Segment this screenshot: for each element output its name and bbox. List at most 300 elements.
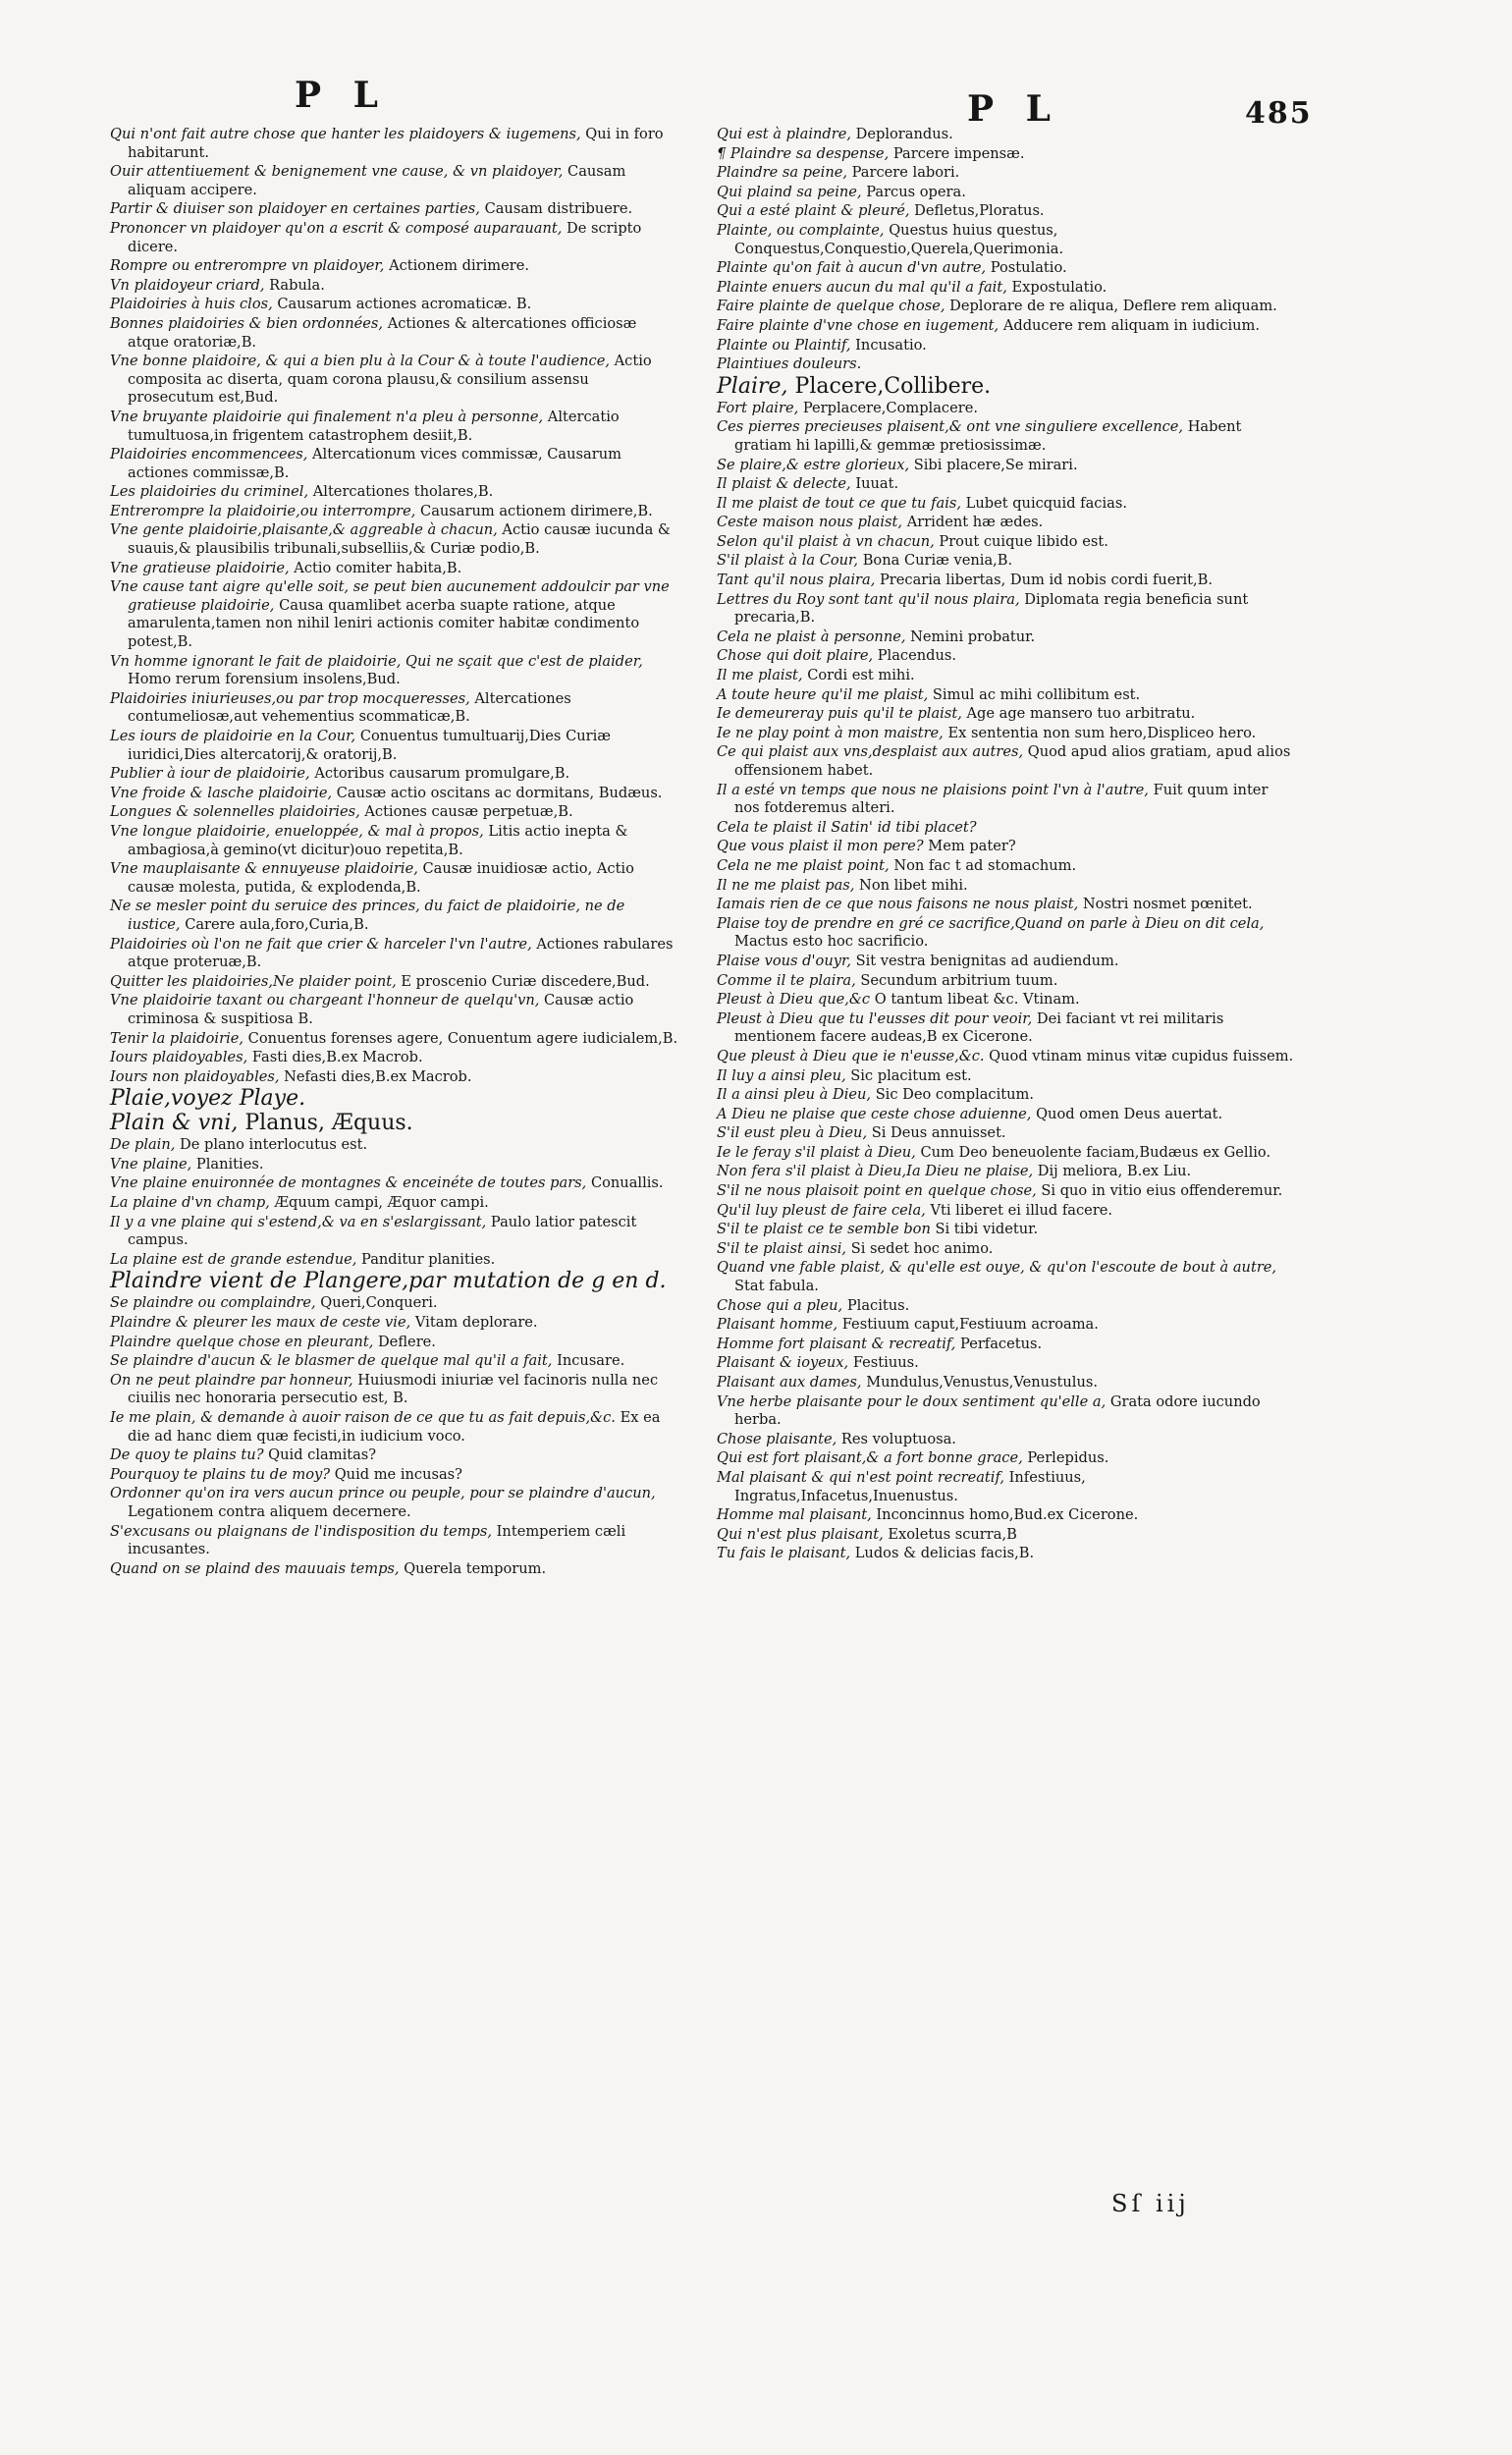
dictionary-entry	[110, 823, 679, 859]
dictionary-entry	[110, 765, 679, 784]
entry-french: La plaine d'vn champ,	[110, 1194, 275, 1212]
dictionary-entry	[110, 1030, 679, 1049]
dictionary-entry	[110, 257, 679, 276]
entry-latin: Sibi placere,Se mirari.	[913, 456, 1078, 473]
entry-french: Ces pierres precieuses plaisent,& ont vne singuliere excellence,	[717, 418, 1188, 436]
dictionary-entry	[110, 1068, 679, 1087]
entry-latin: Placitus.	[846, 1296, 910, 1314]
dictionary-entry	[717, 457, 1296, 475]
entry-french: Partir & diuiser son plaidoyer en certaines parties,	[110, 200, 485, 218]
entry-latin: Diplomata regia beneficia sunt precaria,B.	[734, 590, 1249, 627]
entry-latin: Res voluptuosa.	[840, 1430, 956, 1447]
dictionary-entry	[717, 1545, 1296, 1563]
dictionary-entry	[717, 1393, 1296, 1430]
dictionary-entry	[717, 1316, 1296, 1335]
entry-french: Quitter les plaidoiries,Ne plaider point,	[110, 972, 402, 990]
dictionary-entry	[110, 483, 679, 502]
dictionary-entry	[110, 1372, 679, 1408]
dictionary-entry	[717, 896, 1296, 914]
dictionary-entry	[110, 785, 679, 803]
entry-french: Ie ne play point à mon maistre,	[717, 724, 948, 741]
entry-latin: Age age mansero tuo arbitratu.	[966, 705, 1196, 723]
entry-french: Plain & vni,	[110, 1111, 245, 1136]
entry-french: Il me plaist,	[717, 667, 808, 684]
entry-latin: Infestiuus, Ingratus,Infacetus,Inuenustus.	[734, 1468, 1086, 1504]
entry-french: Vne plaine,	[110, 1155, 196, 1173]
entry-latin: Queri,Conqueri.	[320, 1294, 438, 1312]
dictionary-entry	[717, 552, 1296, 571]
entry-latin: Festiuus.	[852, 1354, 919, 1372]
entry-latin: Mem pater?	[928, 838, 1016, 855]
dictionary-entry	[717, 164, 1296, 183]
dictionary-entry	[110, 1523, 679, 1559]
dictionary-entry	[110, 296, 679, 314]
dictionary-entry	[717, 533, 1296, 552]
entry-french: S'il te plaist ce te semble bon	[717, 1221, 936, 1238]
entry-french: Que pleust à Dieu que ie n'eusse,&c.	[717, 1047, 990, 1064]
running-head-right: P L	[967, 88, 1060, 130]
dictionary-entry	[717, 953, 1296, 971]
entry-latin: Questus huius questus, Conquestus,Conquestio,Querela,Querimonia.	[734, 221, 1064, 257]
entry-latin: Inconcinnus homo,Bud.ex Cicerone.	[876, 1506, 1139, 1524]
dictionary-entry	[110, 860, 679, 897]
dictionary-entry	[717, 725, 1296, 743]
entry-french: On ne peut plaindre par honneur,	[110, 1371, 358, 1389]
entry-latin: De scripto dicere.	[128, 219, 642, 255]
dictionary-entry	[110, 1194, 679, 1213]
dictionary-entry	[717, 475, 1296, 494]
entry-latin: Causarum actiones acromaticæ. B.	[277, 296, 532, 313]
dictionary-entry	[717, 838, 1296, 856]
dictionary-entry	[110, 1251, 679, 1270]
entry-french: Pleust à Dieu que tu l'eusses dit pour veoir,	[717, 1009, 1037, 1027]
dictionary-entry	[717, 298, 1296, 316]
dictionary-entry	[717, 400, 1296, 418]
entry-french: Quand on se plaind des mauuais temps,	[110, 1559, 405, 1577]
dictionary-entry	[110, 409, 679, 445]
entry-latin: Carere aula,foro,Curia,B.	[185, 915, 369, 933]
entry-latin: Bona Curiæ venia,B.	[862, 552, 1013, 570]
entry-french: Ie le feray s'il plaist à Dieu,	[717, 1143, 921, 1161]
entry-french: Rompre ou entrerompre vn plaidoyer,	[110, 257, 390, 275]
dictionary-entry	[717, 222, 1296, 258]
entry-latin: Exoletus scurra,B	[888, 1525, 1017, 1543]
entry-latin: De plano interlocutus est.	[180, 1136, 368, 1154]
entry-french: Qui est fort plaisant,& a fort bonne grace,	[717, 1449, 1028, 1467]
dictionary-entry	[717, 355, 1296, 374]
entry-latin: Conuentus forenses agere, Conuentum agere iudicialem,B.	[247, 1029, 678, 1047]
dictionary-entry	[110, 1156, 679, 1174]
dictionary-entry	[110, 1214, 679, 1250]
dictionary-entry	[717, 259, 1296, 278]
entry-latin: Conuentus tumultuarij,Dies Curiæ iuridici,Dies altercatorij,& oratorij,B.	[128, 728, 611, 763]
entry-french: Plaisant homme,	[717, 1316, 842, 1334]
dictionary-entry	[110, 1485, 679, 1521]
entry-latin: Mactus esto hoc sacrificio.	[734, 933, 929, 951]
entry-latin: Actionem dirimere.	[389, 257, 529, 275]
entry-latin: Perfacetus.	[960, 1335, 1043, 1352]
dictionary-entry	[110, 578, 679, 651]
dictionary-entry	[717, 667, 1296, 685]
dictionary-entry	[717, 1202, 1296, 1221]
entry-latin: Nemini probatur.	[910, 627, 1036, 645]
entry-latin: Ex sententia non sum hero,Displiceo hero.	[947, 724, 1257, 741]
dictionary-entry	[110, 936, 679, 972]
dictionary-entry	[717, 202, 1296, 221]
signature-mark: Sſ iij	[1111, 2190, 1190, 2217]
entry-french: Plaindre sa peine,	[717, 164, 852, 182]
entry-french: Tu fais le plaisant,	[717, 1545, 855, 1562]
dictionary-entry	[717, 279, 1296, 298]
dictionary-entry	[110, 163, 679, 199]
entry-french: Les iours de plaidoirie en la Cour,	[110, 728, 360, 744]
entry-latin: Si tibi videtur.	[935, 1221, 1039, 1238]
entry-french: Il luy a ainsi pleu,	[717, 1066, 851, 1084]
dictionary-entry	[110, 992, 679, 1028]
dictionary-entry	[717, 743, 1296, 780]
dictionary-entry	[110, 1352, 679, 1371]
entry-french: Qui n'ont fait autre chose que hanter les plaidoyers & iugemens,	[110, 126, 586, 142]
dictionary-entry	[110, 560, 679, 578]
entry-latin: Vti liberet ei illud facere.	[930, 1201, 1113, 1219]
entry-french: Il me plaist de tout ce que tu fais,	[717, 494, 966, 512]
entry-french: Fort plaire,	[717, 399, 803, 416]
dictionary-entry	[110, 803, 679, 822]
entry-french: Vne longue plaidoirie, enueloppée, & mal à propos,	[110, 822, 489, 840]
entry-latin: Quod apud alios gratiam, apud alios offensionem habet.	[734, 743, 1291, 779]
dictionary-entry	[717, 1010, 1296, 1047]
entry-french: Il ne me plaist pas,	[717, 876, 860, 894]
entry-french: Plaidoiries encommencees,	[110, 446, 312, 464]
entry-latin: Legationem contra aliquem decernere.	[128, 1502, 411, 1520]
entry-french: La plaine est de grande estendue,	[110, 1250, 362, 1268]
entry-french: Vne mauplaisante & ennuyeuse plaidoirie,	[110, 860, 423, 878]
entry-french: Plaisant aux dames,	[717, 1374, 867, 1391]
dictionary-entry	[717, 1506, 1296, 1525]
entry-french: Iamais rien de ce que nous faisons ne nous plaist,	[717, 896, 1083, 913]
entry-french: Plaidoiries où l'on ne fait que crier & harceler l'vn l'autre,	[110, 935, 537, 953]
entry-latin: Si sedet hoc animo.	[850, 1239, 994, 1257]
entry-french: De plain,	[110, 1136, 181, 1154]
entry-latin: Sic Deo complacitum.	[875, 1086, 1035, 1104]
entry-latin: Rabula.	[269, 276, 325, 294]
entry-french: Ordonner qu'on ira vers aucun prince ou peuple, pour se plaindre d'aucun,	[110, 1485, 656, 1502]
entry-french: Selon qu'il plaist à vn chacun,	[717, 532, 940, 550]
entry-latin: Fuit quum inter nos fotderemus alteri.	[734, 781, 1269, 817]
dictionary-entry	[717, 1336, 1296, 1354]
entry-latin: Causæ inuidiosæ actio, Actio causæ molesta, putida, & explodenda,B.	[128, 860, 634, 896]
entry-latin: Non fac t ad stomachum.	[893, 856, 1077, 874]
entry-french: De quoy te plains tu?	[110, 1446, 269, 1464]
dictionary-entry	[717, 572, 1296, 590]
entry-french: Ceste maison nous plaist,	[717, 514, 907, 531]
dictionary-entry	[110, 1314, 679, 1333]
entry-latin: Arrident hæ ædes.	[906, 514, 1044, 531]
entry-french: Iours non plaidoyables,	[110, 1067, 285, 1085]
entry-french: Plaisant & ioyeux,	[717, 1354, 853, 1372]
dictionary-entry	[110, 1409, 679, 1446]
entry-french: Qui a esté plaint & pleuré,	[717, 202, 915, 220]
dictionary-entry	[717, 1240, 1296, 1259]
dictionary-entry	[110, 728, 679, 764]
entry-latin: Vitam deplorare.	[414, 1314, 538, 1332]
entry-latin: Adducere rem aliquam in iudicium.	[1002, 316, 1261, 334]
entry-french: S'excusans ou plaignans de l'indisposition du temps,	[110, 1522, 497, 1540]
entry-latin: Querela temporum.	[404, 1559, 547, 1577]
entry-latin: Parcere impensæ.	[892, 144, 1025, 162]
entry-latin: Causam distribuere.	[484, 200, 633, 218]
entry-french: Il plaist & delecte,	[717, 475, 856, 493]
entry-french: Mal plaisant & qui n'est point recreatif,	[717, 1468, 1009, 1486]
dictionary-entry	[110, 1112, 679, 1135]
entry-latin: Placere,Collibere.	[794, 373, 992, 399]
entry-french: Il a esté vn temps que nous ne plaisions point l'vn à l'autre,	[717, 781, 1154, 798]
dictionary-entry	[717, 1086, 1296, 1105]
entry-french: Comme il te plaira,	[717, 971, 861, 989]
entry-french: Ie demeureray puis qu'il te plaist,	[717, 705, 967, 723]
entry-latin: O tantum libeat &c. Vtinam.	[874, 991, 1080, 1009]
dictionary-entry	[110, 1136, 679, 1155]
entry-french: Faire plainte de quelque chose,	[717, 298, 950, 315]
dictionary-entry	[717, 1374, 1296, 1392]
entry-latin: Actio causæ iucunda & suauis,& plausibilis tribunali,subselliis,& Curiæ podio,B.	[128, 521, 671, 558]
entry-latin: Parcus opera.	[866, 183, 966, 200]
entry-latin: Prout cuique libido est.	[939, 532, 1108, 550]
entry-french: Iours plaidoyables,	[110, 1049, 252, 1066]
entry-french: Tenir la plaidoirie,	[110, 1029, 248, 1047]
entry-latin: Habent gratiam hi lapilli,& gemmæ pretiosissimæ.	[734, 418, 1242, 454]
entry-french: Plaie,voyez Playe.	[110, 1086, 306, 1112]
entry-latin: Sic placitum est.	[850, 1066, 972, 1084]
entry-french: S'il te plaist ainsi,	[717, 1239, 851, 1257]
entry-latin: Dij meliora, B.ex Liu.	[1037, 1163, 1192, 1180]
entry-french: Vne bruyante plaidoirie qui finalement n'a pleu à personne,	[110, 408, 548, 425]
entry-french: Se plaindre ou complaindre,	[110, 1294, 321, 1312]
dictionary-entry	[110, 898, 679, 934]
dictionary-entry	[110, 220, 679, 256]
entry-latin: Stat fabula.	[734, 1278, 819, 1295]
dictionary-entry	[717, 126, 1296, 144]
dictionary-entry	[110, 1334, 679, 1352]
entry-french: Plainte ou Plaintif,	[717, 336, 856, 354]
entry-french: Chose qui doit plaire,	[717, 647, 878, 665]
dictionary-entry	[717, 705, 1296, 724]
entry-french: Vne plaidoirie taxant ou chargeant l'honneur de quelqu'vn,	[110, 992, 545, 1009]
entry-french: Plaidoiries iniurieuses,ou par trop mocqueresses,	[110, 689, 475, 707]
entry-french: Plaindre vient de Plangere,par mutation de g en d.	[110, 1269, 667, 1294]
dictionary-entry	[717, 514, 1296, 532]
dictionary-entry	[717, 1297, 1296, 1316]
dictionary-entry	[717, 418, 1296, 455]
entry-latin: Si quo in vitio eius offenderemur.	[1041, 1182, 1283, 1200]
entry-french: Plaidoiries à huis clos,	[110, 296, 278, 313]
page-number: 485	[1245, 96, 1313, 131]
entry-french: Cela te plaist il Satin' id tibi placet?	[717, 818, 977, 836]
entry-latin: Deplorandus.	[855, 126, 953, 142]
entry-latin: Conuallis.	[590, 1174, 664, 1192]
entry-latin: Actiones causæ perpetuæ,B.	[364, 803, 573, 821]
dictionary-entry	[110, 315, 679, 352]
entry-french: A Dieu ne plaise que ceste chose aduienne,	[717, 1105, 1037, 1122]
dictionary-entry	[717, 1048, 1296, 1066]
entry-french: Plaindre & pleurer les maux de ceste vie,	[110, 1314, 415, 1332]
dictionary-entry	[717, 337, 1296, 355]
entry-french: Pourquoy te plains tu de moy?	[110, 1465, 335, 1483]
dictionary-entry	[110, 1446, 679, 1465]
entry-french: Qui plaind sa peine,	[717, 183, 867, 200]
dictionary-entry	[717, 1431, 1296, 1449]
dictionary-entry	[717, 1067, 1296, 1086]
dictionary-entry	[717, 375, 1296, 399]
dictionary-entry	[110, 200, 679, 219]
dictionary-entry	[717, 1163, 1296, 1181]
entry-french: Homme fort plaisant & recreatif,	[717, 1335, 961, 1352]
entry-french: Il a ainsi pleu à Dieu,	[717, 1086, 876, 1104]
entry-french: Bonnes plaidoiries & bien ordonnées,	[110, 314, 388, 332]
entry-french: Pleust à Dieu que,&c	[717, 991, 875, 1009]
running-head-left: P L	[295, 75, 388, 116]
entry-latin: Deplorare de re aliqua, Deflere rem aliquam.	[949, 298, 1277, 315]
entry-latin: Intemperiem cæli incusantes.	[128, 1522, 626, 1558]
dictionary-entry	[717, 1259, 1296, 1295]
entry-latin: Lubet quicquid facias.	[965, 494, 1127, 512]
dictionary-entry	[717, 145, 1296, 164]
entry-latin: Fasti dies,B.ex Macrob.	[251, 1049, 423, 1066]
entry-latin: Altercatio tumultuosa,in frigentem catastrophem desiit,B.	[128, 408, 620, 444]
entry-latin: Causam aliquam accipere.	[128, 163, 626, 198]
dictionary-entry	[717, 1182, 1296, 1201]
entry-latin: Grata odore iucundo herba.	[734, 1392, 1261, 1429]
entry-french: Plaise toy de prendre en gré ce sacrifice,Quand on parle à Dieu on dit cela,	[717, 914, 1265, 932]
entry-latin: Deflere.	[377, 1333, 436, 1350]
entry-french: Les plaidoiries du criminel,	[110, 483, 313, 501]
entry-french: Vne herbe plaisante pour le doux sentiment qu'elle a,	[717, 1392, 1110, 1410]
entry-french: Qui est à plaindre,	[717, 126, 856, 142]
entry-latin: Perlepidus.	[1027, 1449, 1109, 1467]
dictionary-entry	[110, 1174, 679, 1193]
entry-french: Cela ne me plaist point,	[717, 856, 894, 874]
entry-latin: Actio comiter habita,B.	[294, 559, 462, 576]
entry-latin: Precaria libertas, Dum id nobis cordi fuerit,B.	[879, 572, 1213, 589]
entry-french: A toute heure qu'il me plaist,	[717, 685, 933, 703]
dictionary-entry	[110, 1087, 679, 1111]
entry-latin: Causarum actionem dirimere,B.	[420, 502, 653, 519]
entry-latin: Homo rerum forensium insolens,Bud.	[128, 671, 401, 688]
entry-latin: Causæ actio criminosa & suspitiosa B.	[128, 992, 634, 1027]
entry-latin: Qui in foro habitarunt.	[128, 126, 664, 161]
entry-french: Plainte, ou complainte,	[717, 221, 890, 239]
entry-latin: Quid clamitas?	[268, 1446, 377, 1464]
dictionary-entry	[717, 1124, 1296, 1143]
entry-french: Chose qui a pleu,	[717, 1296, 847, 1314]
entry-french: Ne se mesler point du seruice des princes, du faict de plaidoirie, ne de iustice,	[110, 898, 625, 933]
entry-latin: Expostulatio.	[1011, 278, 1107, 296]
entry-french: Vn plaidoyeur criard,	[110, 276, 270, 294]
entry-latin: Postulatio.	[990, 259, 1067, 277]
dictionary-entry	[717, 782, 1296, 818]
dictionary-entry	[110, 653, 679, 689]
entry-french: Vne froide & lasche plaidoirie,	[110, 784, 337, 801]
entry-latin: Nostri nosmet pœnitet.	[1082, 896, 1253, 913]
entry-latin: Huiusmodi iniuriæ vel facinoris nulla nec ciuilis nec honoraria persecutio est, B.	[128, 1371, 659, 1407]
entry-latin: Iuuat.	[855, 475, 899, 493]
entry-french: Cela ne plaist à personne,	[717, 627, 911, 645]
entry-latin: Quod vtinam minus vitæ cupidus fuissem.	[989, 1047, 1294, 1064]
dictionary-entry	[717, 591, 1296, 627]
dictionary-entry	[110, 973, 679, 992]
entry-latin: Incusatio.	[855, 336, 927, 354]
entry-latin: Sit vestra benignitas ad audiendum.	[855, 952, 1119, 969]
entry-french: Plainte enuers aucun du mal qu'il a fait,	[717, 278, 1012, 296]
entry-latin: E proscenio Curiæ discedere,Bud.	[401, 972, 650, 990]
entry-french: Que vous plaist il mon pere?	[717, 838, 929, 855]
entry-french: Faire plainte d'vne chose en iugement,	[717, 316, 1003, 334]
entry-french: Lettres du Roy sont tant qu'il nous plaira,	[717, 590, 1025, 608]
dictionary-entry	[717, 1221, 1296, 1239]
entry-latin: Si Deus annuisset.	[871, 1124, 1006, 1142]
entry-latin: Altercationes tholares,B.	[312, 483, 494, 501]
dictionary-entry	[717, 317, 1296, 336]
entry-latin: Festiuum caput,Festiuum acroama.	[841, 1316, 1099, 1334]
entry-latin: Nefasti dies,B.ex Macrob.	[284, 1067, 472, 1085]
entry-french: Vne gratieuse plaidoirie,	[110, 559, 295, 576]
dictionary-entry	[717, 1144, 1296, 1163]
entry-french: S'il eust pleu à Dieu,	[717, 1124, 872, 1142]
dictionary-entry	[717, 819, 1296, 838]
entry-french: Ie me plain, & demande à auoir raison de ce que tu as fait depuis,&c.	[110, 1409, 621, 1426]
dictionary-entry	[717, 1354, 1296, 1373]
entry-french: Longues & solennelles plaidoiries,	[110, 803, 365, 821]
dictionary-entry	[110, 690, 679, 727]
entry-latin: Secundum arbitrium tuum.	[860, 971, 1058, 989]
dictionary-entry	[717, 1449, 1296, 1468]
dictionary-entry	[110, 277, 679, 296]
entry-french: Ce qui plaist aux vns,desplaist aux autres,	[717, 743, 1028, 761]
entry-french: ¶ Plaindre sa despense,	[717, 144, 893, 162]
entry-latin: Causa quamlibet acerba suapte ratione, atque amarulenta,tamen non nihil leniri actionis comiter habitæ condimento potest,B.	[128, 596, 640, 651]
entry-latin: Altercationes contumeliosæ,aut vehementius scommaticæ,B.	[128, 689, 571, 726]
entry-french: Vn homme ignorant le fait de plaidoirie, Qui ne sçait que c'est de plaider,	[110, 652, 643, 670]
dictionary-entry	[717, 647, 1296, 666]
entry-french: Quand vne fable plaist, & qu'elle est ouye, & qu'on l'escoute de bout à autre,	[717, 1259, 1277, 1277]
dictionary-entry	[110, 1560, 679, 1579]
entry-latin: Paulo latior patescit campus.	[128, 1213, 637, 1249]
entry-latin: Incusare.	[557, 1352, 625, 1370]
dictionary-entry	[717, 628, 1296, 647]
entry-french: Plaire,	[717, 373, 795, 399]
entry-french: Plaintiues douleurs.	[717, 355, 862, 373]
entry-latin: Defletus,Ploratus.	[914, 202, 1045, 220]
entry-french: Prononcer vn plaidoyer qu'on a escrit & composé auparauant,	[110, 219, 567, 237]
entry-latin: Parcere labori.	[851, 164, 960, 182]
entry-latin: Simul ac mihi collibitum est.	[932, 685, 1141, 703]
entry-latin: Cordi est mihi.	[807, 667, 915, 684]
entry-french: Plaise vous d'ouyr,	[717, 952, 856, 969]
dictionary-entry	[717, 686, 1296, 705]
entry-french: S'il ne nous plaisoit point en quelque chose,	[717, 1182, 1042, 1200]
dictionary-entry	[717, 857, 1296, 876]
entry-french: Plaindre quelque chose en pleurant,	[110, 1333, 378, 1350]
dictionary-entry	[717, 972, 1296, 991]
entry-latin: Panditur planities.	[361, 1250, 496, 1268]
entry-latin: Planus, Æquus.	[244, 1111, 413, 1136]
entry-latin: Actio composita ac diserta, quam corona plausu,& consilium assensu prosecutum est,Bud.	[128, 353, 652, 407]
entry-french: Ouir attentiuement & benignement vne cause, & vn plaidoyer,	[110, 163, 568, 181]
entry-latin: Non libet mihi.	[859, 876, 968, 894]
entry-french: Chose plaisante,	[717, 1430, 841, 1447]
entry-french: Vne cause tant aigre qu'elle soit, se peut bien aucunement addoulcir par vne gratieuse plaidoirie,	[110, 578, 670, 614]
entry-latin: Causæ actio oscitans ac dormitans, Budæus.	[336, 784, 663, 801]
